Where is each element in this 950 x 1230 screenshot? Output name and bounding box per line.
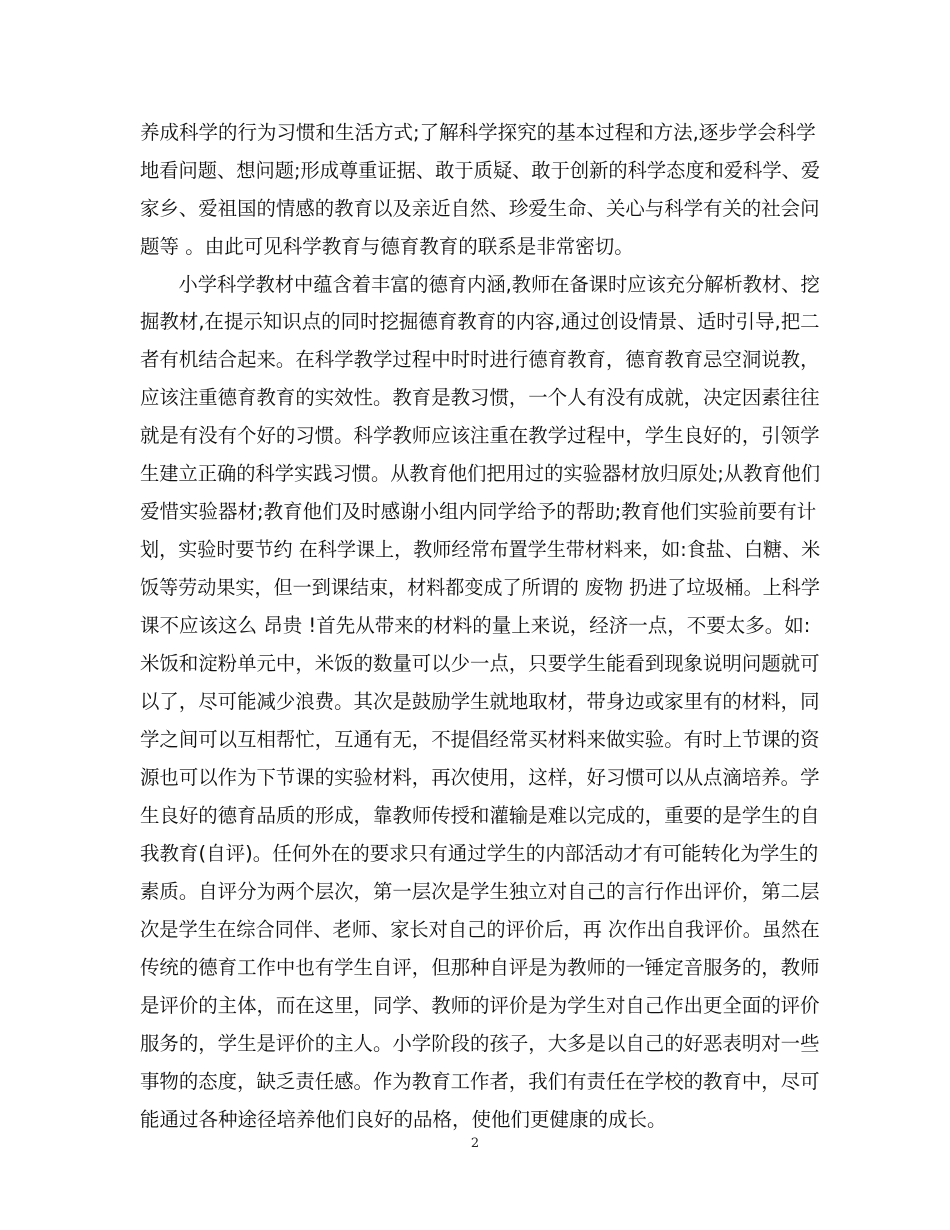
text-line: 传统的德育工作中也有学生自评，但那种自评是为教师的一锤定音服务的，教师 [140,956,820,979]
text-line: 是评价的主体，而在这里，同学、教师的评价是为学生对自己作出更全面的评价 [140,994,820,1017]
text-line: 事物的态度，缺乏责任感。作为教育工作者，我们有责任在学校的教育中，尽可 [140,1070,820,1093]
text-line: 家乡、爱祖国的情感的教育以及亲近自然、珍爱生命、关心与科学有关的社会问 [140,197,820,220]
text-line: 能通过各种途径培养他们良好的品格，使他们更健康的成长。 [140,1108,667,1131]
text-line: 学之间可以互相帮忙，互通有无，不提倡经常买材料来做实验。有时上节课的资 [140,728,820,751]
text-line: 爱惜实验器材;教育他们及时感谢小组内同学给予的帮助;教育他们实验前要有计 [140,500,817,523]
text-line: 应该注重德育教育的实效性。教育是教习惯，一个人有没有成就，决定因素往往 [140,386,820,409]
text-line: 掘教材,在提示知识点的同时挖掘德育教育的内容,通过创设情景、适时引导,把二 [140,310,820,333]
text-line: 就是有没有个好的习惯。科学教师应该注重在教学过程中，学生良好的，引领学 [140,424,820,447]
text-line: 次是学生在综合同伴、老师、家长对自己的评价后，再 次作出自我评价。虽然在 [140,918,820,941]
text-line: 米饭和淀粉单元中，米饭的数量可以少一点，只要学生能看到现象说明问题就可 [140,652,820,675]
text-line: 生良好的德育品质的形成，靠教师传授和灌输是难以完成的，重要的是学生的自 [140,804,820,827]
text-line: 我教育(自评)。任何外在的要求只有通过学生的内部活动才有可能转化为学生的 [140,842,819,865]
text-line: 素质。自评分为两个层次，第一层次是学生独立对自己的言行作出评价，第二层 [140,880,820,903]
text-line: 养成科学的行为习惯和生活方式;了解科学探究的基本过程和方法,逐步学会科学 [140,121,816,144]
text-line: 源也可以作为下节课的实验材料，再次使用，这样，好习惯可以从点滴培养。学 [140,766,820,789]
text-line: 小学科学教材中蕴含着丰富的德育内涵,教师在备课时应该充分解析教材、挖 [140,273,820,296]
page-number: 2 [470,1136,480,1151]
text-line: 生建立正确的科学实践习惯。从教育他们把用过的实验器材放归原处;从教育他们 [140,462,821,485]
text-line: 饭等劳动果实，但一到课结束，材料都变成了所谓的 废物 扔进了垃圾桶。上科学 [140,576,820,599]
text-line: 以了，尽可能减少浪费。其次是鼓励学生就地取材，带身边或家里有的材料，同 [140,690,820,713]
text-line: 服务的，学生是评价的主人。小学阶段的孩子，大多是以自己的好恶表明对一些 [140,1032,820,1055]
text-line: 课不应该这么 昂贵 !首先从带来的材料的量上来说，经济一点，不要太多。如: [140,614,811,637]
text-line: 题等 。由此可见科学教育与德育教育的联系是非常密切。 [140,235,634,258]
text-line: 地看问题、想问题;形成尊重证据、敢于质疑、敢于创新的科学态度和爱科学、爱 [140,159,821,182]
text-line: 者有机结合起来。在科学教学过程中时时进行德育教育，德育教育忌空洞说教， [140,348,820,371]
text-line: 划，实验时要节约 在科学课上，教师经常布置学生带材料来，如:食盐、白糖、米 [140,538,821,561]
